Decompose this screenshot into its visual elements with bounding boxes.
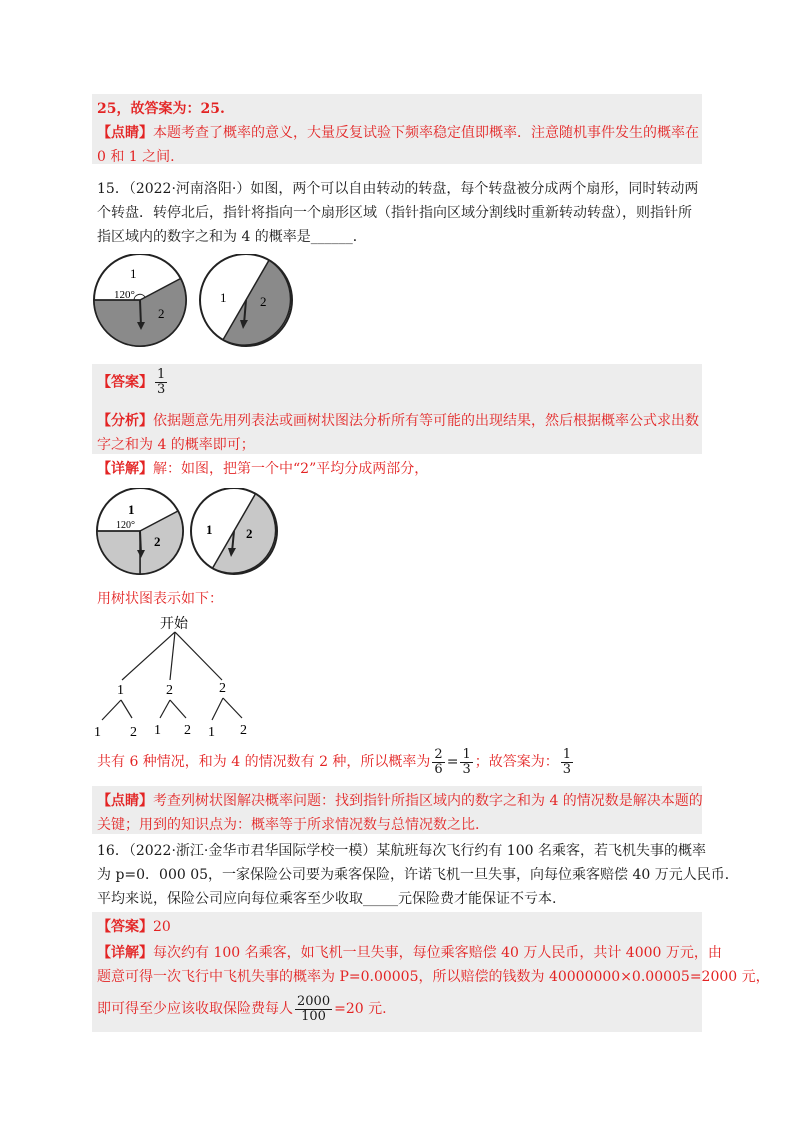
tree-diagram: [90, 612, 270, 742]
q15-tree-intro: 用树状图表示如下：: [97, 591, 223, 607]
comment-tag: 【点睛】: [97, 125, 153, 141]
prev-comment-line2: 0 和 1 之间.: [97, 149, 175, 165]
prev-answer-line: 25，故答案为：25.: [97, 101, 225, 117]
tree-level1-node: 2: [219, 681, 226, 696]
q15-detail-line: 【详解】解：如图，把第一个中“2”平均分成两部分，: [97, 461, 429, 477]
q16-detail-line2: 题意可得一次飞行中飞机失事的概率为 P=0.00005，所以赔偿的钱数为 40000000×0.00005=2000 元，: [97, 969, 770, 985]
spinner-split-right-label-1: 1: [206, 522, 213, 537]
q15-result-line: 共有 6 种情况，和为 4 的情况数有 2 种，所以概率为 $\frac{2}{6}$ = $\frac{1}{3}$ ；故答案为： $\frac{1}{3}$: [97, 746, 571, 777]
q15-analysis-line2: 字之和为 4 的概率即可；: [97, 437, 255, 453]
answer-fraction: $\frac{1}{3}$: [157, 367, 166, 397]
spinner-split-left-label-1: 1: [128, 502, 135, 517]
q15-answer-line: [97, 368, 169, 397]
spinner-split-right-label-2: 2: [246, 526, 253, 541]
tree-level2-node: 1: [208, 725, 215, 740]
spinner-left: [94, 254, 186, 346]
prev-comment-line1: 【点睛】本题考查了概率的意义，大量反复试验下频率稳定值即概率．注意随机事件发生的概率在: [97, 125, 699, 141]
spinner-left-label-2: 2: [158, 306, 165, 321]
spinner-left-label-1: 1: [130, 266, 137, 281]
q16-detail-line3: 即可得至少应该收取保险费每人 $\frac{2000}{100}$ =20 元.: [97, 993, 387, 1024]
spinner-right-label-2: 2: [260, 294, 267, 309]
tree-level2-node: 1: [94, 725, 101, 740]
result-fraction-2: $\frac{1}{3}$: [462, 746, 471, 777]
tree-level2-node: 2: [240, 723, 247, 738]
tree-level2-node: 1: [154, 723, 161, 738]
spinner-split-left: [97, 488, 183, 574]
detail-fraction: $\frac{2000}{100}$: [297, 993, 331, 1024]
q16-detail-line1: 【详解】每次约有 100 名乘客，如飞机一旦失事，每位乘客赔偿 40 万人民币，共计 4000 万元，由: [97, 945, 722, 961]
spinner-figure-split: [92, 488, 282, 578]
spinner-split-right: [191, 488, 277, 574]
spinner-right: [200, 254, 292, 346]
q16-stem-line1: 16．（2022·浙江·金华市君华国际学校一模）某航班每次飞行约有 100 名乘客，若飞机失事的概率: [97, 843, 706, 859]
spinner-figure: [92, 254, 302, 354]
tree-level1-node: 2: [166, 683, 173, 698]
result-fraction-1: $\frac{2}{6}$: [434, 746, 443, 777]
spinner-split-left-angle: 120°: [116, 520, 135, 531]
tree-level2-node: 2: [184, 723, 191, 738]
q16-stem-line2: 为 p=0．000 05，一家保险公司要为乘客保险，许诺飞机一旦失事，向每位乘客赔偿 40 万元人民币．: [97, 867, 739, 883]
q16-stem-line3: 平均来说，保险公司应向每位乘客至少收取_____元保险费才能保证不亏本.: [97, 891, 557, 907]
spinner-right-label-1: 1: [220, 290, 227, 305]
q15-stem-line1: 15．（2022·河南洛阳·）如图，两个可以自由转动的转盘，每个转盘被分成两个扇形，同时转动两: [97, 181, 699, 197]
spinner-split-left-label-2: 2: [154, 534, 161, 549]
tree-level2-node: 2: [130, 725, 137, 740]
tree-level1-node: 1: [117, 683, 124, 698]
q15-analysis-line1: 【分析】依据题意先用列表法或画树状图法分析所有等可能的出现结果，然后根据概率公式求出数: [97, 413, 699, 429]
q15-stem-line3: 指区域内的数字之和为 4 的概率是______．: [97, 229, 367, 245]
result-fraction-3: $\frac{1}{3}$: [562, 746, 571, 777]
spinner-left-angle: 120°: [114, 289, 135, 301]
q15-comment-line2: 关键；用到的知识点为：概率等于所求情况数与总情况数之比.: [97, 817, 480, 833]
q15-stem-line2: 个转盘．转停北后，指针将指向一个扇形区域（指针指向区域分割线时重新转动转盘），则指针所: [97, 205, 692, 221]
q15-comment-line1: 【点睛】考查列树状图解决概率问题：找到指针所指区域内的数字之和为 4 的情况数是解决本题的: [97, 793, 703, 809]
q16-answer-line: 【答案】20: [97, 919, 171, 935]
answer-tag: 【答案】: [97, 374, 153, 391]
tree-root: 开始: [160, 617, 188, 632]
